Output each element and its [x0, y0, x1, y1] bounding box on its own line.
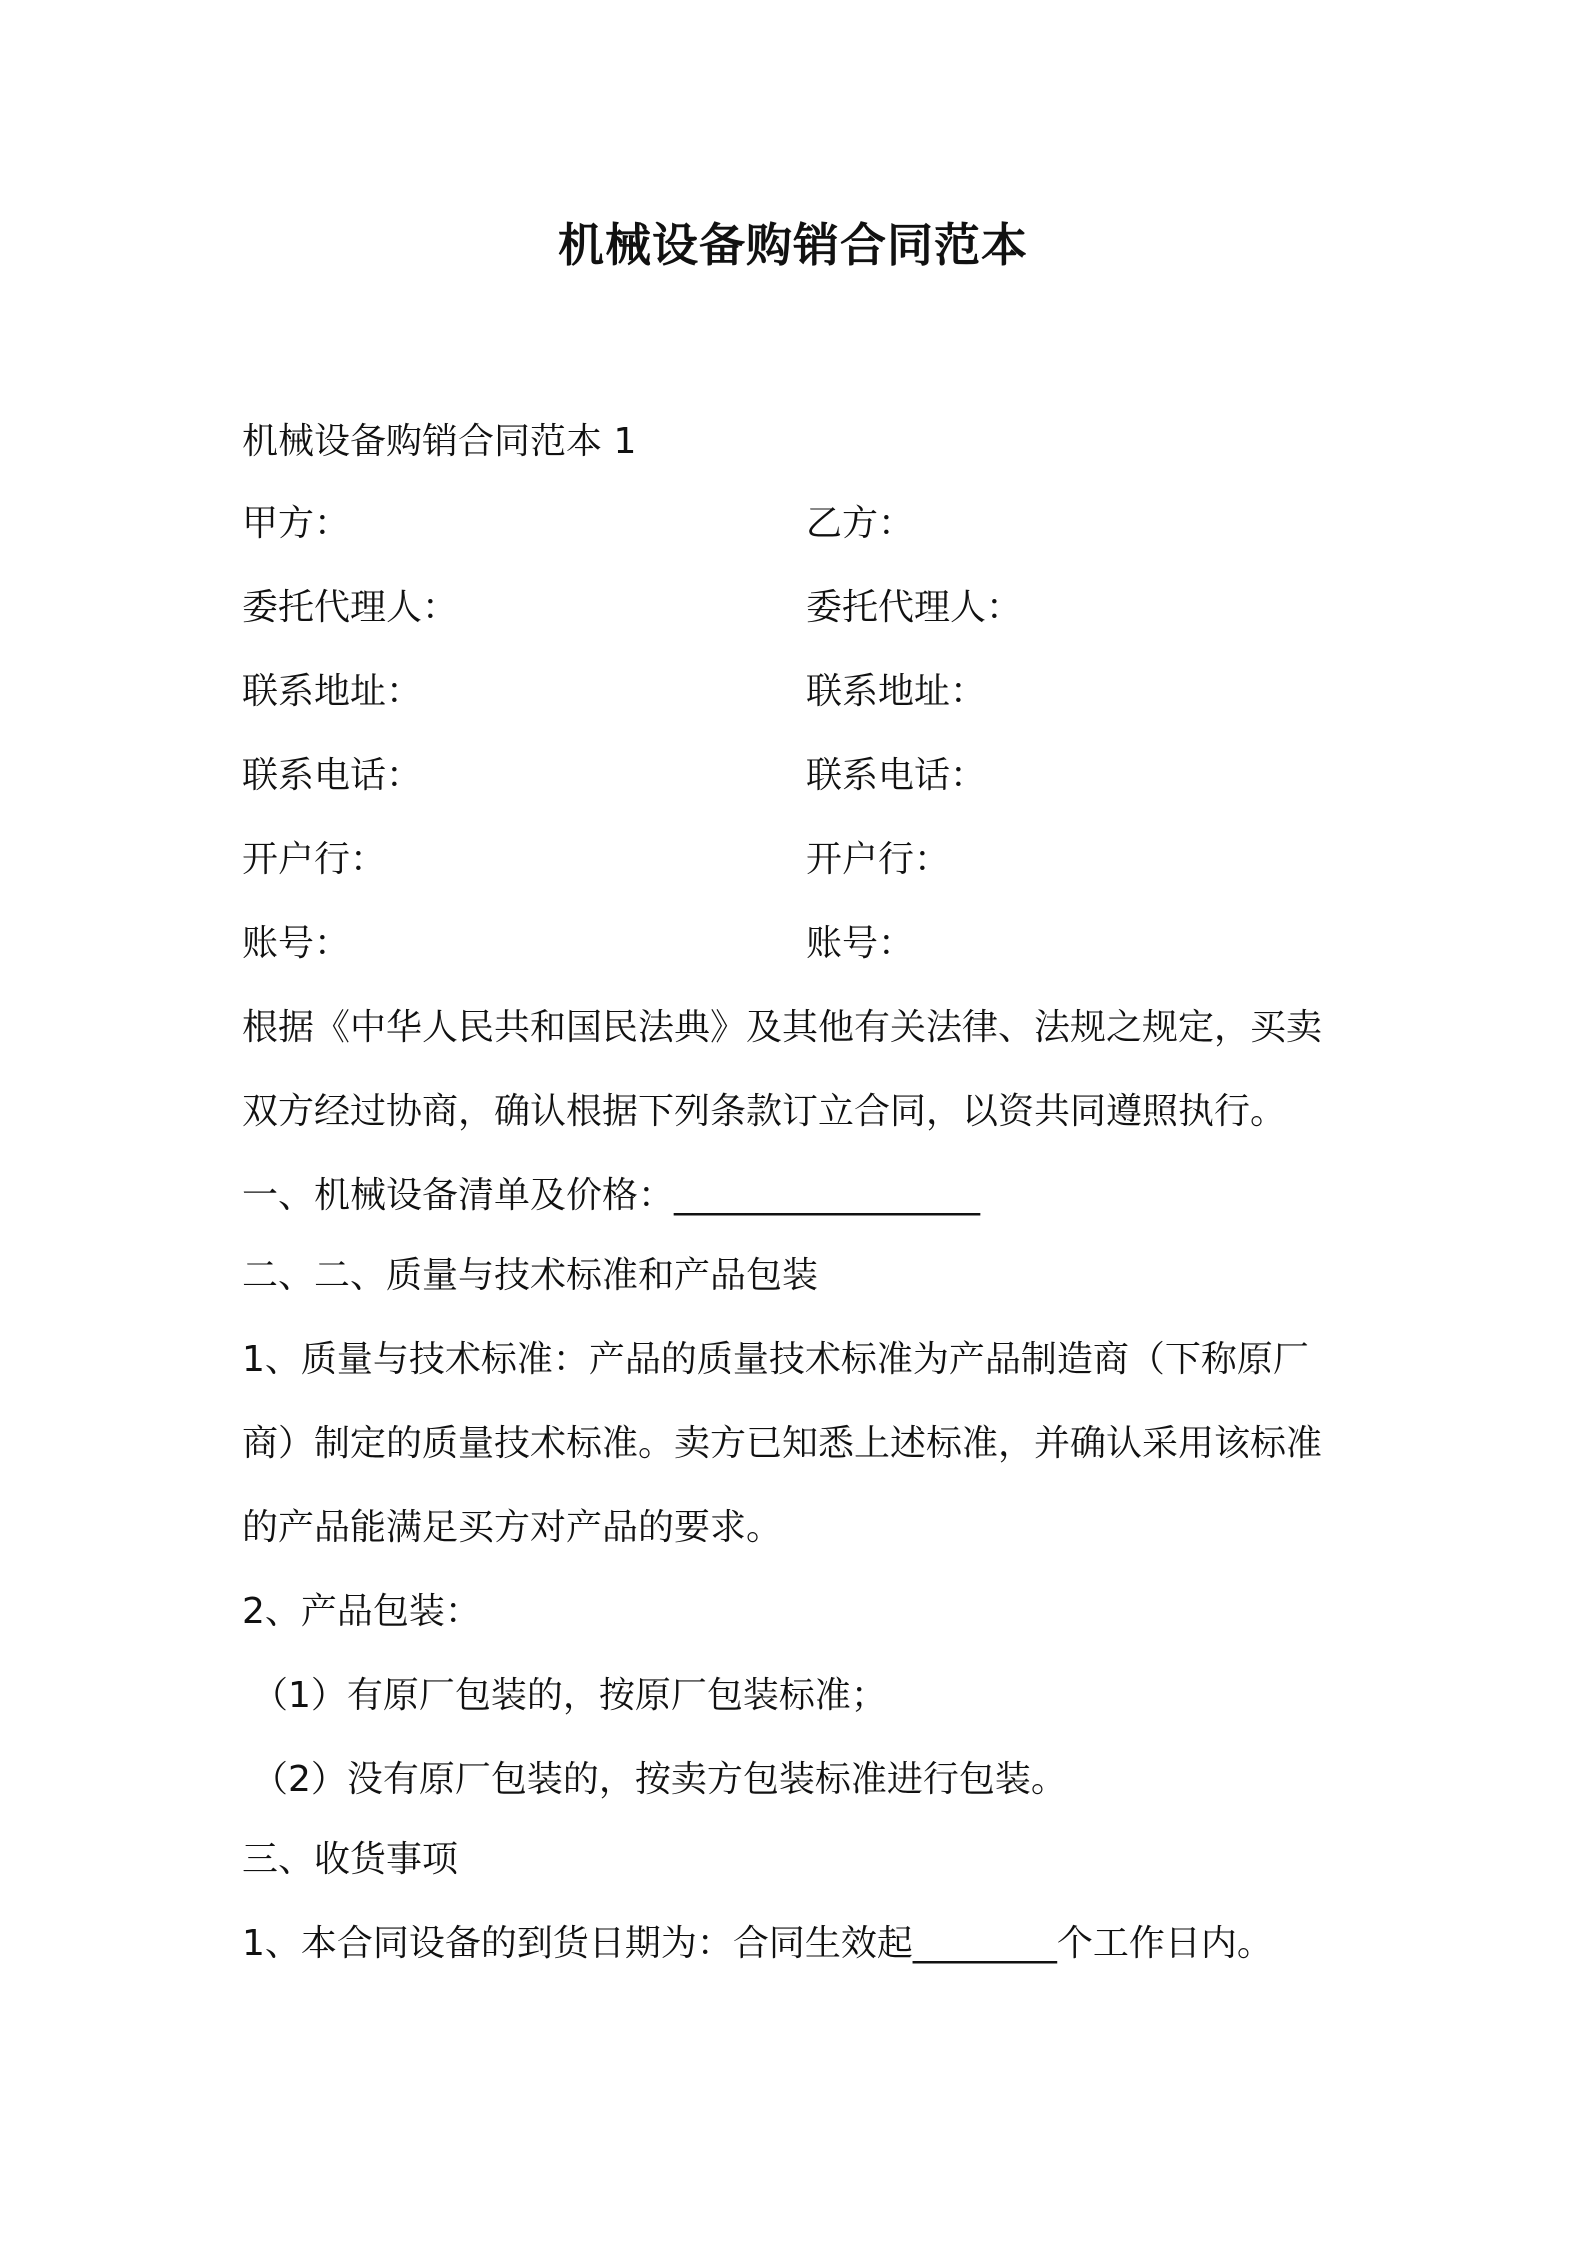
clause-2-2-item-2: （2）没有原厂包装的，按卖方包装标准进行包装。	[252, 1759, 1067, 1800]
party-a-account-label: 账号：	[242, 923, 351, 964]
party-a-address-label: 联系地址：	[242, 671, 423, 712]
party-b-account-label: 账号：	[806, 923, 915, 964]
party-b-label: 乙方：	[806, 503, 915, 544]
party-b-address-label: 联系地址：	[806, 671, 987, 712]
document-title: 机械设备购销合同范本	[558, 218, 1028, 272]
clause-2-1-line-2: 商）制定的质量技术标准。卖方已知悉上述标准，并确认采用该标准	[242, 1423, 1323, 1464]
preamble-line-1: 根据《中华人民共和国民法典》及其他有关法律、法规之规定，买卖	[242, 1007, 1323, 1048]
clause-2-1-line-1: 1、质量与技术标准：产品的质量技术标准为产品制造商（下称原厂	[242, 1339, 1309, 1380]
clause-2-1-line-3: 的产品能满足买方对产品的要求。	[242, 1507, 783, 1548]
party-b-agent-label: 委托代理人：	[806, 587, 1023, 628]
clause-3-1: 1、本合同设备的到货日期为：合同生效起________个工作日内。	[242, 1923, 1273, 1964]
party-a-phone-label: 联系电话：	[242, 755, 423, 796]
party-b-phone-label: 联系电话：	[806, 755, 987, 796]
preamble-line-2: 双方经过协商，确认根据下列条款订立合同，以资共同遵照执行。	[242, 1091, 1287, 1132]
clause-2-2-item-1: （1）有原厂包装的，按原厂包装标准；	[252, 1675, 887, 1716]
party-a-label: 甲方：	[242, 503, 351, 544]
party-a-bank-label: 开户行：	[242, 839, 387, 880]
party-a-agent-label: 委托代理人：	[242, 587, 459, 628]
section-2-heading: 二、二、质量与技术标准和产品包装	[242, 1255, 819, 1296]
section-1-heading: 一、机械设备清单及价格：_________________	[242, 1175, 981, 1216]
section-3-heading: 三、收货事项	[242, 1839, 459, 1880]
subtitle: 机械设备购销合同范本 1	[242, 421, 637, 462]
clause-2-2-heading: 2、产品包装：	[242, 1591, 481, 1632]
party-b-bank-label: 开户行：	[806, 839, 951, 880]
